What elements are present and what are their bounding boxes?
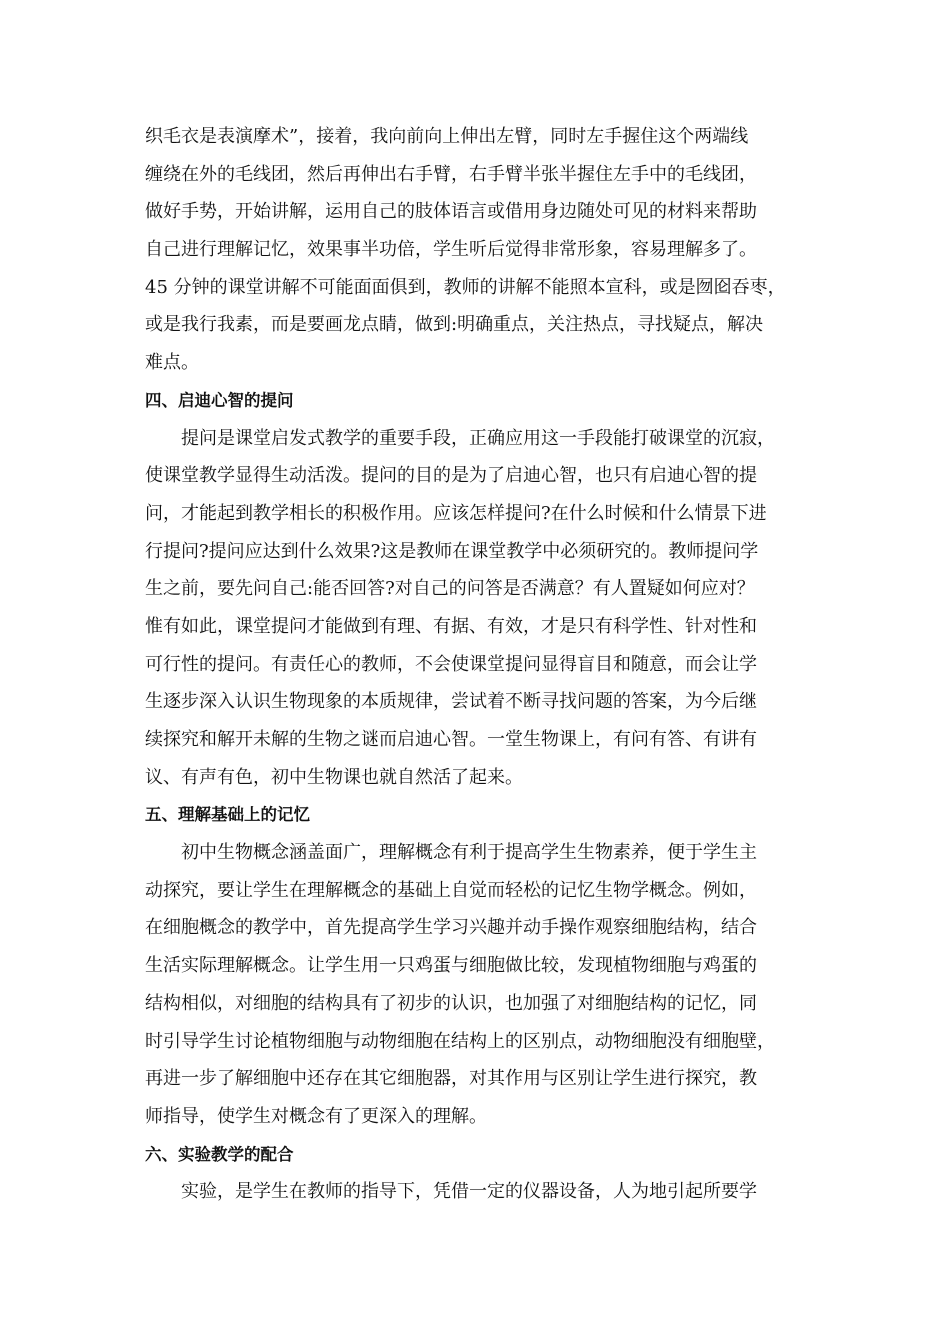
section-heading: 六、实验教学的配合	[145, 1144, 294, 1164]
paragraph-line: 结构相似，对细胞的结构具有了初步的认识，也加强了对细胞结构的记忆，同	[145, 992, 757, 1014]
paragraph-line: 生逐步深入认识生物现象的本质规律，尝试着不断寻找问题的答案，为今后继	[145, 691, 757, 713]
paragraph-line: 做好手势，开始讲解，运用自己的肢体语言或借用身边随处可见的材料来帮助	[145, 201, 757, 223]
paragraph-line: 初中生物概念涵盖面广，理解概念有利于提高学生生物素养，便于学生主	[181, 842, 757, 864]
paragraph-line: 惟有如此，课堂提问才能做到有理、有据、有效，才是只有科学性、针对性和	[145, 615, 757, 637]
paragraph-line: 自己进行理解记忆，效果事半功倍，学生听后觉得非常形象，容易理解多了。	[145, 239, 757, 261]
paragraph-line: 织毛衣是表演摩术”，接着，我向前向上伸出左臂，同时左手握住这个两端线	[145, 126, 749, 147]
paragraph-line: 使课堂教学显得生动活泼。提问的目的是为了启迪心智，也只有启迪心智的提	[145, 465, 757, 487]
paragraph-line: 缠绕在外的毛线团，然后再伸出右手臂，右手臂半张半握住左手中的毛线团，	[145, 163, 757, 185]
paragraph-line: 议、有声有色，初中生物课也就自然活了起来。	[145, 766, 523, 788]
section-heading: 五、理解基础上的记忆	[145, 805, 310, 825]
paragraph-line: 行提问?提问应达到什么效果?这是教师在课堂教学中必须研究的。教师提问学	[145, 540, 759, 562]
paragraph-line: 动探究，要让学生在理解概念的基础上自觉而轻松的记忆生物学概念。例如，	[145, 879, 757, 901]
paragraph-line: 提问是课堂启发式教学的重要手段，正确应用这一手段能打破课堂的沉寂，	[181, 427, 775, 449]
paragraph-line: 再进一步了解细胞中还存在其它细胞器，对其作用与区别让学生进行探究，教	[145, 1068, 757, 1090]
paragraph-line: 生活实际理解概念。让学生用一只鸡蛋与细胞做比较，发现植物细胞与鸡蛋的	[145, 955, 757, 977]
paragraph-line: 或是我行我素，而是要画龙点睛，做到:明确重点，关注热点，寻找疑点，解决	[145, 314, 764, 336]
paragraph-line: 时引导学生讨论植物细胞与动物细胞在结构上的区别点，动物细胞没有细胞壁，	[145, 1030, 775, 1052]
paragraph-line: 师指导，使学生对概念有了更深入的理解。	[145, 1105, 487, 1127]
paragraph-line: 续探究和解开未解的生物之谜而启迪心智。一堂生物课上，有问有答、有讲有	[145, 729, 757, 750]
paragraph-line: 45 分钟的课堂讲解不可能面面俱到，教师的讲解不能照本宣科，或是囫囵吞枣，	[145, 276, 786, 298]
paragraph-line: 可行性的提问。有责任心的教师，不会使课堂提问显得盲目和随意，而会让学	[145, 653, 757, 675]
section-5	[145, 796, 825, 1135]
document-body	[145, 118, 825, 1211]
section-3-continuation	[145, 118, 825, 382]
paragraph-line: 问，才能起到教学相长的积极作用。应该怎样提问?在什么时候和什么情景下进	[145, 502, 767, 524]
paragraph-line: 难点。	[145, 352, 199, 374]
paragraph-line: 实验，是学生在教师的指导下，凭借一定的仪器设备，人为地引起所要学	[181, 1181, 757, 1203]
section-4	[145, 382, 825, 797]
paragraph-line: 生之前，要先问自己:能否回答?对自己的问答是否满意？有人置疑如何应对？	[145, 578, 755, 600]
section-heading: 四、启迪心智的提问	[145, 390, 294, 410]
section-6	[145, 1136, 825, 1211]
paragraph-line: 在细胞概念的教学中，首先提高学生学习兴趣并动手操作观察细胞结构，结合	[145, 917, 757, 939]
